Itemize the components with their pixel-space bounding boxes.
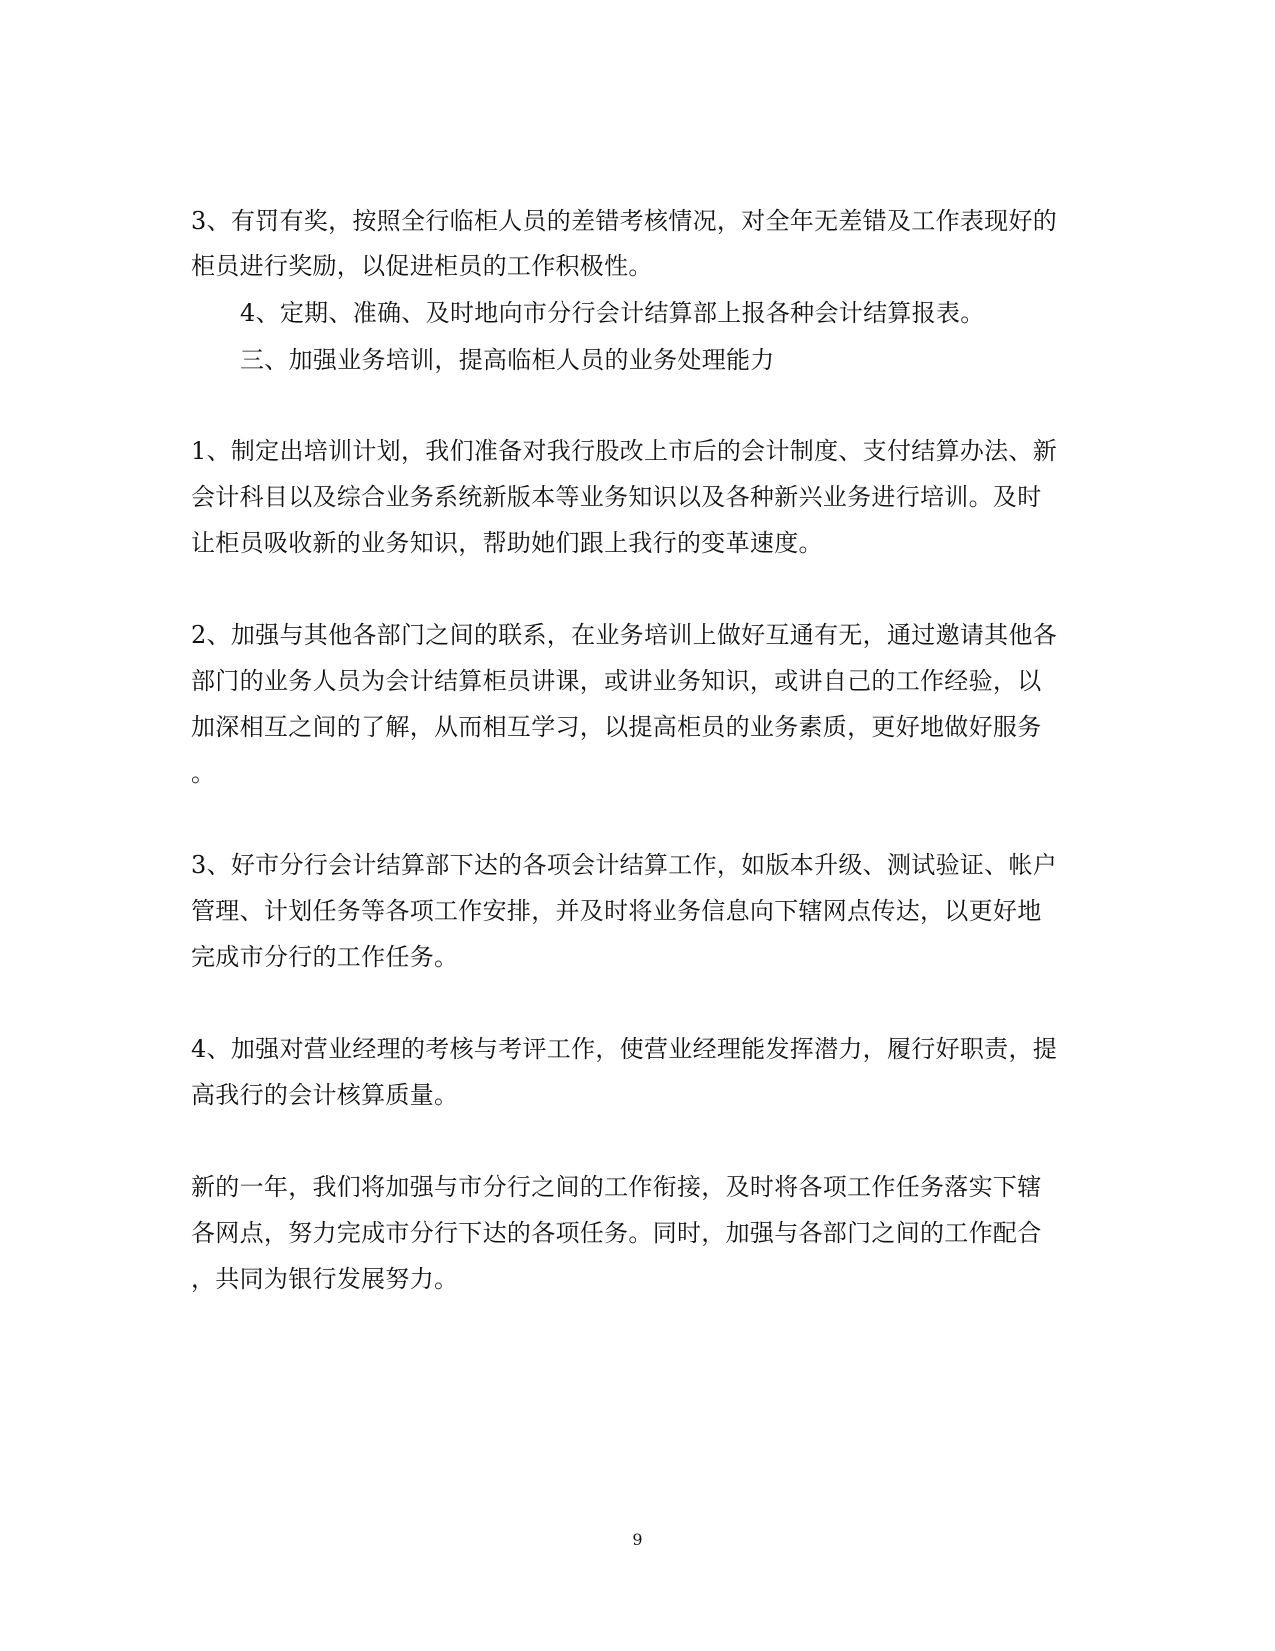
text-line: 2、加强与其他各部门之间的联系，在业务培训上做好互通有无，通过邀请其他各 bbox=[191, 621, 1058, 649]
section-heading: 三、加强业务培训，提高临柜人员的业务处理能力 bbox=[240, 346, 775, 374]
text-line: 4、加强对营业经理的考核与考评工作，使营业经理能发挥潜力，履行好职责，提 bbox=[191, 1035, 1058, 1063]
text-line: 完成市分行的工作任务。 bbox=[191, 943, 459, 971]
text-line: 3、好市分行会计结算部下达的各项会计结算工作，如版本升级、测试验证、帐户 bbox=[191, 851, 1058, 879]
text-line: 1、制定出培训计划，我们准备对我行股改上市后的会计制度、支付结算办法、新 bbox=[191, 437, 1058, 465]
text-line: 。 bbox=[191, 759, 216, 787]
text-line: 4、定期、准确、及时地向市分行会计结算部上报各种会计结算报表。 bbox=[240, 299, 985, 327]
text-line: 柜员进行奖励，以促进柜员的工作积极性。 bbox=[191, 252, 653, 280]
text-line: 高我行的会计核算质量。 bbox=[191, 1081, 459, 1109]
text-line: 各网点，努力完成市分行下达的各项任务。同时，加强与各部门之间的工作配合 bbox=[191, 1219, 1042, 1247]
text-line: ，共同为银行发展努力。 bbox=[191, 1265, 459, 1293]
text-line: 让柜员吸收新的业务知识，帮助她们跟上我行的变革速度。 bbox=[191, 529, 823, 557]
text-line: 管理、计划任务等各项工作安排，并及时将业务信息向下辖网点传达，以更好地 bbox=[191, 897, 1042, 925]
text-line: 会计科目以及综合业务系统新版本等业务知识以及各种新兴业务进行培训。及时 bbox=[191, 483, 1042, 511]
text-line: 加深相互之间的了解，从而相互学习，以提高柜员的业务素质，更好地做好服务 bbox=[191, 713, 1042, 741]
text-line: 新的一年，我们将加强与市分行之间的工作衔接，及时将各项工作任务落实下辖 bbox=[191, 1173, 1042, 1201]
page-number: 9 bbox=[632, 1530, 643, 1549]
text-line: 部门的业务人员为会计结算柜员讲课，或讲业务知识，或讲自己的工作经验，以 bbox=[191, 667, 1042, 695]
text-line: 3、有罚有奖，按照全行临柜人员的差错考核情况，对全年无差错及工作表现好的 bbox=[191, 207, 1058, 235]
